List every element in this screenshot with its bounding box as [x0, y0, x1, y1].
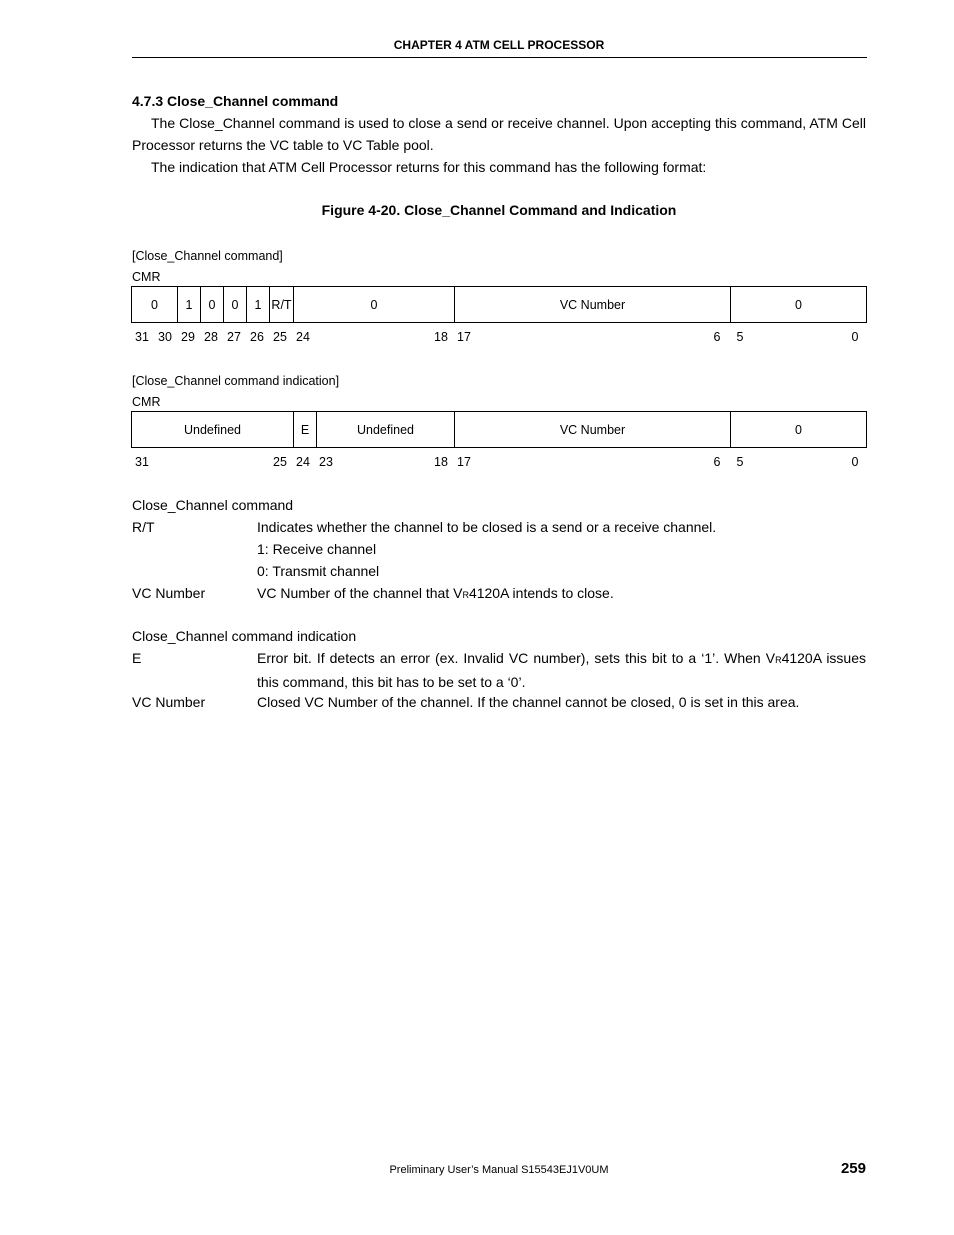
- cmd-field-vc-number: VC Number: [454, 287, 730, 322]
- command-label: [Close_Channel command]: [132, 249, 283, 263]
- desc-vc-number: [257, 582, 866, 606]
- term-rt: R/T: [132, 519, 155, 535]
- term-vc-number: VC Number: [132, 585, 206, 601]
- term-e: E: [132, 650, 142, 666]
- bit-number: 0: [851, 330, 859, 344]
- desc-rt-option-receive: 1: Receive channel: [257, 541, 377, 557]
- bit-number: 26: [250, 330, 264, 344]
- command-definitions-title: Close_Channel command: [132, 497, 294, 513]
- indication-register-name: CMR: [132, 395, 161, 409]
- desc-e: [257, 647, 866, 693]
- bit-number: 24: [296, 330, 310, 344]
- cmd-field-bits5-0: 0: [730, 287, 866, 322]
- cmd-field-rt: R/T: [269, 287, 293, 322]
- cmd-field-bits31-30: 0: [151, 297, 158, 312]
- indication-register-diagram: [131, 411, 867, 448]
- chapter-header: CHAPTER 4 ATM CELL PROCESSOR: [393, 38, 605, 52]
- footer-manual-id: Preliminary User’s Manual S15543EJ1V0UM: [389, 1164, 609, 1176]
- desc-text: 4120A intends to close.: [468, 585, 614, 601]
- bit-number: 17: [457, 330, 471, 344]
- cmd-field-bit28: 0: [200, 287, 223, 322]
- desc-text: VC Number of the channel that V: [257, 585, 463, 601]
- bit-number: 5: [736, 455, 744, 469]
- indication-bit-numbers: [0, 455, 954, 471]
- indication-definitions-title: Close_Channel command indication: [132, 628, 357, 644]
- bit-number: 31: [135, 330, 149, 344]
- bit-number: 28: [204, 330, 218, 344]
- bit-number: 0: [851, 455, 859, 469]
- bit-number: 18: [434, 455, 448, 469]
- bit-number: 29: [181, 330, 195, 344]
- figure-caption: Figure 4-20. Close_Channel Command and Indication: [321, 202, 677, 218]
- command-register-diagram: [131, 286, 867, 323]
- command-bit-numbers: [0, 330, 954, 346]
- bit-number: 6: [713, 330, 721, 344]
- desc-text: 4120A issues this command, this bit has to be set to a ‘0’.: [257, 650, 866, 690]
- ind-field-bits23-18: Undefined: [316, 412, 454, 447]
- bit-number: 31: [135, 455, 149, 469]
- paragraph-intro: The Close_Channel command is used to close a send or receive channel. Upon accepting this command, ATM Cell Processor returns the VC table to VC Table pool.: [132, 115, 866, 153]
- desc-vc-number-indication: Closed VC Number of the channel. If the channel cannot be closed, 0 is set in this area.: [257, 694, 800, 710]
- cmd-field-bit29: 1: [177, 287, 200, 322]
- ind-field-error-bit: E: [293, 412, 316, 447]
- cmd-field-bit27: 0: [223, 287, 246, 322]
- paragraph-indication: The indication that ATM Cell Processor returns for this command has the following format:: [151, 159, 707, 175]
- cmd-field-bits24-18: 0: [293, 287, 454, 322]
- bit-number: 5: [736, 330, 744, 344]
- section-heading: 4.7.3 Close_Channel command: [132, 93, 339, 109]
- bit-number: 27: [227, 330, 241, 344]
- bit-number: 23: [319, 455, 333, 469]
- bit-number: 24: [296, 455, 310, 469]
- header-divider: [132, 57, 867, 58]
- bit-number: 6: [713, 455, 721, 469]
- cmd-field-bit26: 1: [246, 287, 269, 322]
- bit-number: 30: [158, 330, 172, 344]
- desc-text: Error bit. If detects an error (ex. Invalid VC number), sets this bit to a ‘1’. When V: [257, 650, 776, 666]
- indication-label: [Close_Channel command indication]: [132, 374, 340, 388]
- ind-field-bits31-25: Undefined: [184, 422, 241, 437]
- ind-field-bits5-0: 0: [730, 412, 866, 447]
- command-register-name: CMR: [132, 270, 161, 284]
- desc-rt-option-transmit: 0: Transmit channel: [257, 563, 380, 579]
- subscript-text: R: [775, 655, 782, 665]
- page-number: 259: [840, 1160, 866, 1177]
- subscript-text: R: [462, 590, 469, 600]
- bit-number: 18: [434, 330, 448, 344]
- desc-rt: Indicates whether the channel to be closed is a send or a receive channel.: [257, 519, 717, 535]
- bit-number: 25: [273, 330, 287, 344]
- bit-number: 17: [457, 455, 471, 469]
- ind-field-vc-number: VC Number: [454, 412, 730, 447]
- term-vc-number-indication: VC Number: [132, 694, 206, 710]
- bit-number: 25: [273, 455, 287, 469]
